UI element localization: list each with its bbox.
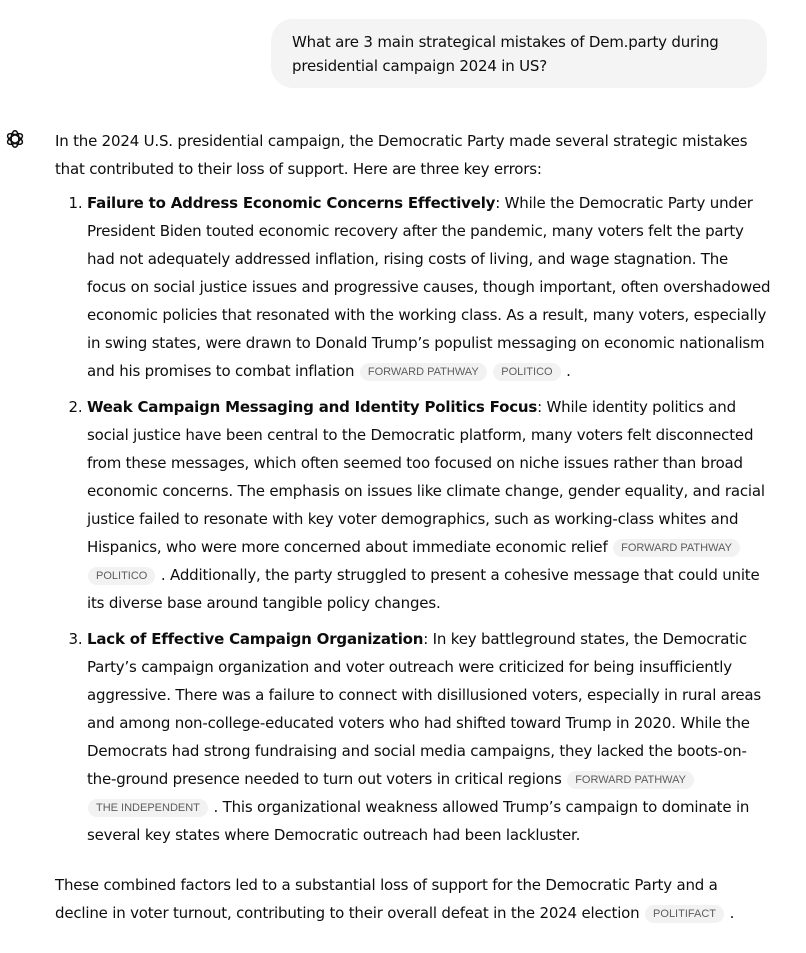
assistant-message (55, 127, 771, 927)
list-item-title: Weak Campaign Messaging and Identity Politics Focus (87, 398, 538, 416)
citation-chip[interactable]: FORWARD PATHWAY (613, 539, 740, 557)
openai-logo-icon (4, 128, 26, 150)
citation-chip[interactable]: POLITICO (88, 567, 155, 585)
list-item-text-end: . Additionally, the party struggled to present a cohesive message that could unite its diverse base around tangible policy changes. (87, 566, 760, 612)
list-item (87, 625, 771, 849)
citation-chip[interactable]: POLITIFACT (645, 905, 724, 923)
list-item-text-end: . This organizational weakness allowed Trump’s campaign to dominate in several key states where Democratic outreach had been lackluster. (87, 798, 750, 844)
conclusion-text-end: . (729, 904, 735, 922)
list-item (87, 393, 771, 617)
citation-chip[interactable]: FORWARD PATHWAY (567, 771, 694, 789)
list-item-title: Lack of Effective Campaign Organization (87, 630, 424, 648)
list-item-text: : In key battleground states, the Democratic Party’s campaign organization and voter outreach were criticized for being insufficiently aggressive. There was a failure to connect with disillusioned voters, especially in rural areas and among non-college-educated voters who had shifted toward Trump in 2020. While the Democrats had strong fundraising and social media campaigns, they lacked the boots-on-the-ground presence needed to turn out voters in critical regions (87, 630, 762, 788)
assistant-intro: In the 2024 U.S. presidential campaign, the Democratic Party made several strategic mistakes that contributed to their loss of support. Here are three key errors: (55, 132, 748, 178)
user-message-row (271, 19, 767, 88)
citation-chip[interactable]: THE INDEPENDENT (88, 799, 208, 817)
assistant-conclusion (55, 871, 771, 927)
list-item-text-end: . (566, 362, 571, 380)
list-item-title: Failure to Address Economic Concerns Effectively (87, 194, 496, 212)
citation-chip[interactable]: POLITICO (493, 363, 560, 381)
user-message-bubble: What are 3 main strategical mistakes of Dem.party during presidential campaign 2024 in US? (271, 19, 767, 88)
list-item-text: : While identity politics and social justice have been central to the Democratic platform, many voters felt disconnected from these messages, which often seemed too focused on niche issues rather than broad economic concerns. The emphasis on issues like climate change, gender equality, and racial justice failed to resonate with key voter demographics, such as working-class whites and Hispanics, who were more concerned about immediate economic relief (87, 398, 765, 556)
citation-chip[interactable]: FORWARD PATHWAY (360, 363, 487, 381)
list-item-text: : While the Democratic Party under President Biden touted economic recovery after the pandemic, many voters felt the party had not adequately addressed inflation, rising costs of living, and wage stagnation. The focus on social justice issues and progressive causes, though important, often overshadowed economic policies that resonated with the working class. As a result, many voters, especially in swing states, were drawn to Donald Trump’s populist messaging on economic nationalism and his promises to combat inflation (87, 194, 771, 380)
conclusion-text: These combined factors led to a substantial loss of support for the Democratic Party and a decline in voter turnout, contributing to their overall defeat in the 2024 election (55, 876, 718, 922)
mistakes-list (55, 189, 771, 849)
list-item (87, 189, 771, 385)
